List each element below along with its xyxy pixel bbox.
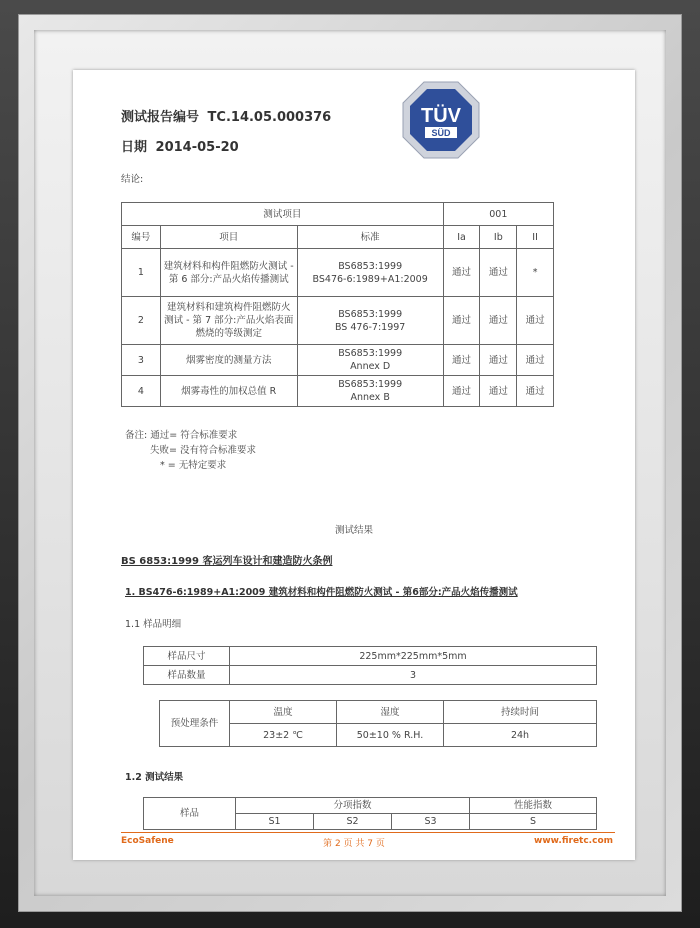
duration-label: 持续时间 [444,701,597,724]
result-ia: 通过 [443,249,480,297]
col-header-ia: Ia [443,226,480,249]
note-fail: 失败= 没有符合标准要求 [150,445,256,456]
results-title: 测试结果 [334,525,373,536]
humidity-value: 50±10 % R.H. [337,724,444,747]
row-item: 烟雾毒性的加权总值 R [160,376,297,407]
res-perf-index-header: 性能指数 [470,798,597,814]
result-ib: 通过 [480,249,517,297]
note-pass: 通过= 符合标准要求 [150,430,238,441]
sample-size-label: 样品尺寸 [144,647,230,666]
sample-details-table [143,646,597,685]
note-none: * = 无特定要求 [160,460,227,471]
col-header-ib: Ib [480,226,517,249]
report-number-label: 测试报告编号 [121,110,200,125]
result-ib: 通过 [480,297,517,345]
res-s1: S1 [236,814,314,830]
result-ib: 通过 [480,345,517,376]
report-number: TC.14.05.000376 [207,110,332,125]
row-standard [297,345,443,376]
sample-qty-value: 3 [230,666,597,685]
row-standard [297,249,443,297]
section-1-title: 1. BS476-6:1989+A1:2009 建筑材料和构件阻燃防火测试 - 第6部分:产品火焰传播测试 [125,587,518,598]
header-test-item: 测试项目 [122,203,444,226]
summary-table [121,202,554,407]
col-header-standard: 标准 [297,226,443,249]
sample-size-value: 225mm*225mm*5mm [230,647,597,666]
report-date: 2014-05-20 [155,140,239,155]
table-row [122,345,554,376]
standard-line: BS6853:1999 [338,348,403,359]
sample-qty-label: 样品数量 [144,666,230,685]
notes-block [125,427,237,441]
result-ii: * [517,249,554,297]
notes-label: 备注: [125,430,148,441]
result-ii: 通过 [517,345,554,376]
footer-brand: EcoSafene [121,836,174,846]
result-ii: 通过 [517,376,554,407]
section-1-2-title: 1.2 测试结果 [125,772,184,783]
row-standard [297,297,443,345]
report-date-line [121,136,239,155]
precondition-label: 预处理条件 [160,701,230,747]
res-sample-header: 样品 [144,798,236,830]
col-header-no: 编号 [122,226,161,249]
col-header-ii: II [517,226,554,249]
res-s2: S2 [314,814,392,830]
temperature-label: 温度 [230,701,337,724]
row-item: 建筑材料和建筑构件阻燃防火测试 - 第 7 部分:产品火焰表面燃烧的等级测定 [160,297,297,345]
temperature-value: 23±2 ℃ [230,724,337,747]
row-item: 建筑材料和构件阻燃防火测试 - 第 6 部分:产品火焰传播测试 [160,249,297,297]
result-ii: 通过 [517,297,554,345]
row-no: 4 [122,376,161,407]
standard-line: BS6853:1999 [338,379,403,390]
footer-divider [121,832,615,833]
standard-line: BS6853:1999 [338,308,403,320]
standard-line: BS476-6:1989+A1:2009 [312,273,428,285]
res-s: S [470,814,597,830]
result-ia: 通过 [443,345,480,376]
res-sub-index-header: 分项指数 [236,798,470,814]
results-standard: BS 6853:1999 客运列车设计和建造防火条例 [121,556,333,567]
standard-line: Annex B [350,392,390,403]
result-ia: 通过 [443,297,480,345]
footer-website: www.firetc.com [534,836,613,846]
preconditioning-table [159,700,597,747]
humidity-label: 湿度 [337,701,444,724]
certificate-page [73,70,635,860]
row-no: 2 [122,297,161,345]
header-sample-id: 001 [443,203,553,226]
row-no: 3 [122,345,161,376]
footer-page-number: 第 2 页 共 7 页 [323,839,385,849]
result-ib: 通过 [480,376,517,407]
table-row [122,376,554,407]
logo-text-tuv: TÜV [421,105,461,127]
standard-line: BS6853:1999 [338,260,403,272]
standard-line: BS 476-7:1997 [334,321,406,333]
duration-value: 24h [444,724,597,747]
section-1-1-title: 1.1 样品明细 [125,619,182,630]
row-item: 烟雾密度的测量方法 [160,345,297,376]
res-s3: S3 [392,814,470,830]
table-row [122,249,554,297]
tuv-sud-logo [401,80,481,160]
test-results-table [143,797,597,830]
row-no: 1 [122,249,161,297]
date-label: 日期 [121,140,148,155]
table-row [122,297,554,345]
result-ia: 通过 [443,376,480,407]
report-number-line [121,106,331,125]
standard-line: Annex D [350,361,391,372]
logo-text-sud: SÜD [431,128,451,138]
row-standard [297,376,443,407]
col-header-item: 项目 [160,226,297,249]
conclusion-label: 结论: [121,174,144,185]
